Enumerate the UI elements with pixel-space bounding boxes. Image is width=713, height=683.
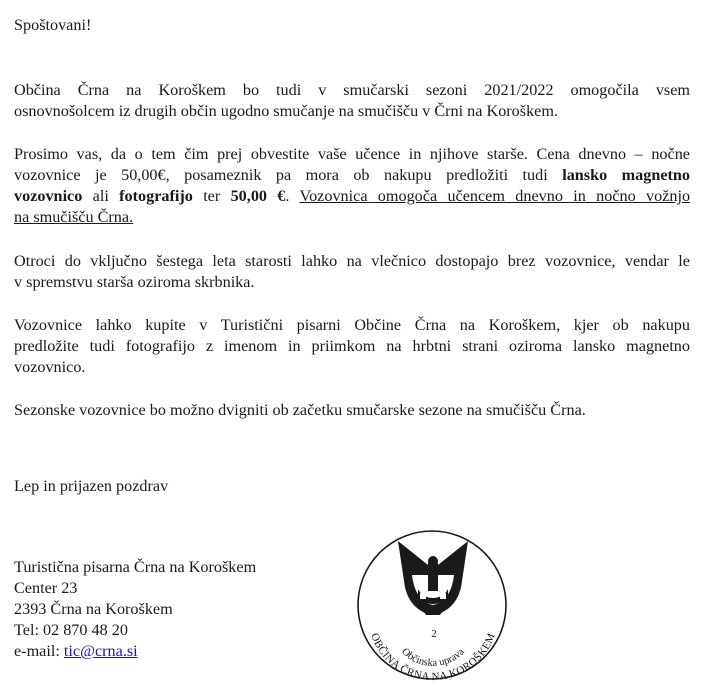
stamp-outer-text: OBČINA ČRNA NA KOROŠKEM <box>368 631 498 683</box>
paragraph-2 <box>14 144 690 228</box>
paragraph-2-line-1: Prosimo vas, da o tem čim prej obvestite vaše učence in njihove starše. Cena dnevno – nočne <box>14 145 690 163</box>
official-stamp <box>350 523 510 683</box>
stamp-inner-text: Občinska uprava <box>399 646 467 670</box>
paragraph-3-line-1: Otroci do vključno šestega leta starosti lahko na vlečnico dostopajo brez vozovnice, vendar le <box>14 252 690 270</box>
paragraph-4-line-1: Vozovnice lahko kupite v Turistični pisarni Občine Črna na Koroškem, kjer ob nakupu <box>14 316 690 334</box>
paragraph-4 <box>14 315 690 378</box>
greeting: Spoštovani! <box>14 16 92 34</box>
paragraph-2-line-2 <box>14 165 690 186</box>
paragraph-5 <box>14 400 690 421</box>
paragraph-1-line-2: osnovnošolcem iz drugih občin ugodno smučanje na smučišču v Črni na Koroškem. <box>14 102 558 120</box>
email-label: e-mail: <box>14 642 60 660</box>
email-row <box>14 641 314 662</box>
stamp-number: 2 <box>431 628 437 640</box>
bold-lansko-magnetno: lansko magnetno <box>562 166 690 184</box>
paragraph-3-line-2: v spremstvu starša oziroma skrbnika. <box>14 273 255 291</box>
email-link[interactable]: tic@crna.si <box>63 642 138 660</box>
coat-of-arms-icon <box>398 541 468 615</box>
address-city: 2393 Črna na Koroškem <box>14 600 173 618</box>
underlined-notice: Vozovnica omogoča učencem dnevno in nočno vožnjo <box>299 187 691 205</box>
underlined-notice-end: na smučišču Črna. <box>14 208 134 226</box>
address-street: Center 23 <box>14 579 78 597</box>
closing: Lep in prijazen pozdrav <box>14 477 169 495</box>
text-ali: ali <box>92 187 109 205</box>
paragraph-2-line-4 <box>14 207 690 228</box>
paragraph-4-line-2: predložite tudi fotografijo z imenom in priimkom na hrbtni strani oziroma lansko magnetno <box>14 337 690 355</box>
paragraph-1-line-1: Občina Črna na Koroškem bo tudi v smučarski sezoni 2021/2022 omogočila vsem <box>14 81 690 99</box>
office-name: Turistična pisarna Črna na Koroškem <box>14 558 257 576</box>
paragraph-2-line-2-text: vozovnice je 50,00€, posameznik pa mora ob nakupu predložiti tudi <box>14 166 548 184</box>
paragraph-4-line-3: vozovnico. <box>14 358 86 376</box>
bold-vozovnico: vozovnico <box>14 187 83 205</box>
bold-price: 50,00 € <box>230 187 286 205</box>
signature-block <box>14 557 314 662</box>
paragraph-1 <box>14 80 690 122</box>
period: . <box>285 187 290 205</box>
paragraph-2-line-3 <box>14 186 690 207</box>
text-ter: ter <box>203 187 221 205</box>
paragraph-3 <box>14 251 690 293</box>
phone: Tel: 02 870 48 20 <box>14 621 128 639</box>
bold-fotografijo: fotografijo <box>119 187 193 205</box>
paragraph-5-line-1: Sezonske vozovnice bo možno dvigniti ob začetku smučarske sezone na smučišču Črna. <box>14 401 586 419</box>
